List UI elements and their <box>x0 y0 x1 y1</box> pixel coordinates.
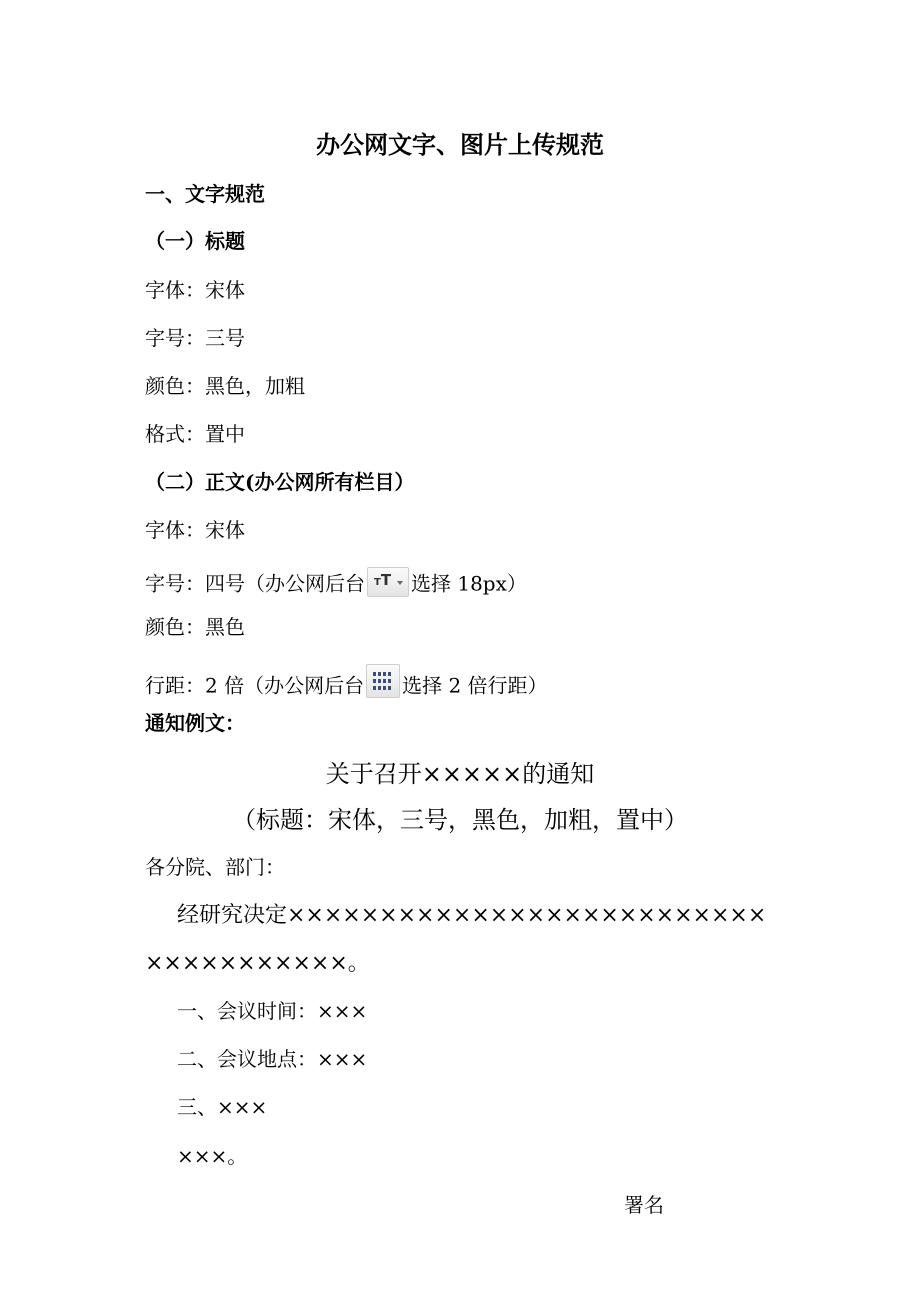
notice-salutation: 各分院、部门： <box>145 855 285 879</box>
subheading-body-rules: （二）正文(办公网所有栏目） <box>145 470 415 494</box>
body-color-rule: 颜色：黑色 <box>145 615 245 639</box>
body-spacing-rule-text: 行距：2 倍（办公网后台 <box>145 673 365 698</box>
notice-item-four: ×××。 <box>177 1144 248 1168</box>
font-size-icon: TT <box>367 567 409 597</box>
title-size-rule: 字号：三号 <box>145 326 245 350</box>
body-spacing-rule-suffix: 选择 2 倍行距） <box>402 673 548 698</box>
title-font-rule: 字体：宋体 <box>145 278 245 302</box>
notice-item-time: 一、会议时间：××× <box>177 999 368 1023</box>
notice-signature: 署名 <box>624 1193 664 1217</box>
body-size-rule-text: 字号：四号（办公网后台 <box>145 571 365 596</box>
body-spacing-rule <box>145 670 548 704</box>
body-size-rule-suffix: 选择 18px） <box>411 571 527 596</box>
body-size-rule <box>145 570 527 600</box>
title-format-rule: 格式：置中 <box>145 422 245 446</box>
notice-title-note: （标题：宋体，三号，黑色，加粗，置中） <box>232 806 688 834</box>
title-color-rule: 颜色：黑色，加粗 <box>145 374 305 398</box>
line-height-icon <box>366 664 400 698</box>
notice-item-three: 三、××× <box>177 1095 268 1119</box>
notice-item-location: 二、会议地点：××× <box>177 1047 368 1071</box>
document-title: 办公网文字、图片上传规范 <box>316 130 604 159</box>
notice-paragraph-line-2: ×××××××××××。 <box>145 951 370 976</box>
body-font-rule: 字体：宋体 <box>145 518 245 542</box>
example-label: 通知例文： <box>145 711 245 735</box>
section-heading-text-rules: 一、文字规范 <box>145 182 265 206</box>
notice-paragraph-line-1: 经研究决定×××××××××××××××××××××××××× <box>177 903 767 928</box>
notice-title: 关于召开×××××的通知 <box>325 760 595 788</box>
subheading-title-rules: （一）标题 <box>145 229 245 253</box>
